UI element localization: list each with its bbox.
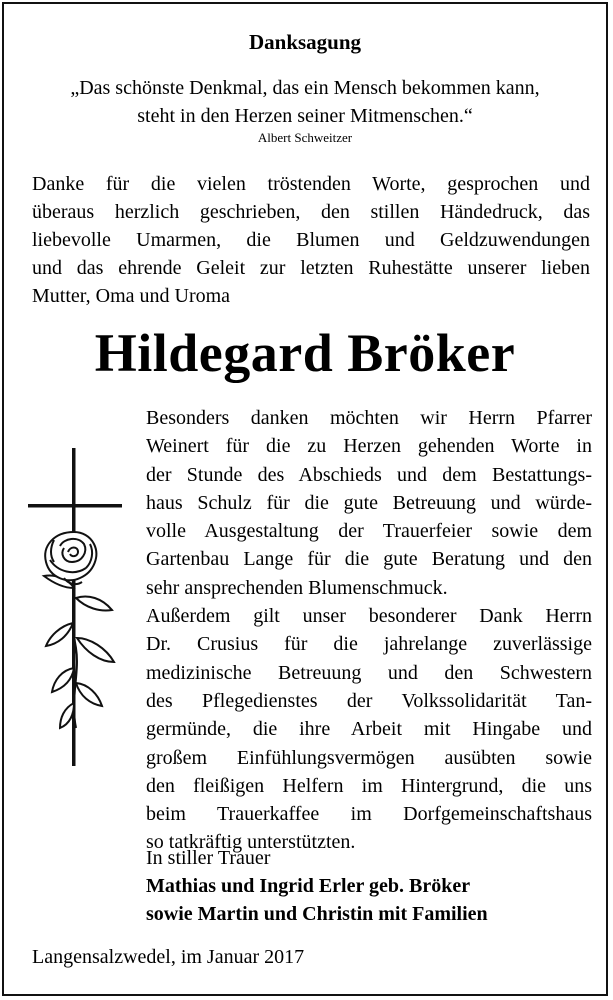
heading: Danksagung	[248, 30, 362, 54]
intro-line: Danke für die vielen tröstenden Worte, gesprochen und	[32, 173, 590, 195]
rose-icon	[44, 532, 114, 728]
body-line: haus Schulz für die gute Betreuung und würde-	[146, 491, 592, 514]
intro-line: liebevolle Umarmen, die Blumen und Geldzuwendungen	[32, 229, 590, 251]
closing-greeting: In stiller Trauer	[146, 847, 271, 869]
body-line: beim Trauerkaffee im Dorfgemeinschaftshaus	[146, 803, 592, 826]
body-line: germünde, die ihre Arbeit mit Hingabe und	[146, 718, 592, 741]
body-line: Außerdem gilt unser besonderer Dank Herrn	[146, 605, 592, 628]
body-line: volle Ausgestaltung der Trauerfeier sowie dem	[146, 520, 592, 543]
body-line: der Stunde des Abschieds und dem Bestattungs-	[146, 463, 592, 486]
body-line: Gartenbau Lange für die gute Beratung und den	[146, 548, 592, 571]
intro-line: überaus herzlich geschrieben, den stillen Händedruck, das	[32, 201, 590, 223]
cross-icon	[24, 448, 134, 768]
intro-line: und das ehrende Geleit zur letzten Ruhestätte unserer lieben	[32, 257, 590, 279]
quote-line-2: steht in den Herzen seiner Mitmenschen.“	[137, 105, 473, 127]
closing-block	[146, 844, 488, 928]
body-line: sehr ansprechenden Blumenschmuck.	[146, 576, 448, 599]
body-line: den fleißigen Helfern im Hintergrund, die uns	[146, 774, 592, 797]
body-line: medizinische Betreuung und den Schwestern	[146, 661, 592, 684]
signature-line-2: sowie Martin und Christin mit Familien	[146, 903, 488, 925]
body-paragraph	[146, 404, 592, 857]
deceased-name: Hildegard Bröker	[94, 323, 516, 383]
cross-with-rose	[24, 448, 134, 768]
signature-line-1: Mathias und Ingrid Erler geb. Bröker	[146, 875, 471, 897]
intro-paragraph	[32, 170, 590, 310]
quote-author: Albert Schweitzer	[257, 130, 353, 145]
body-line: Dr. Crusius für die jahrelange zuverlässige	[146, 633, 592, 656]
quote	[24, 74, 586, 130]
quote-line-1: „Das schönste Denkmal, das ein Mensch bekommen kann,	[70, 77, 540, 99]
body-line: großem Einfühlungsvermögen ausübten sowie	[146, 746, 592, 769]
body-line: Besonders danken möchten wir Herrn Pfarrer	[146, 407, 592, 429]
body-line: des Pflegedienstes der Volkssolidarität Tan-	[146, 689, 592, 712]
body-line: Weinert für die zu Herzen gehenden Worte in	[146, 435, 592, 458]
place-date: Langensalzwedel, im Januar 2017	[32, 946, 305, 968]
body-line: so tatkräftig unterstützten.	[146, 831, 356, 854]
obituary-frame	[2, 2, 608, 996]
intro-line: Mutter, Oma und Uroma	[32, 285, 231, 307]
